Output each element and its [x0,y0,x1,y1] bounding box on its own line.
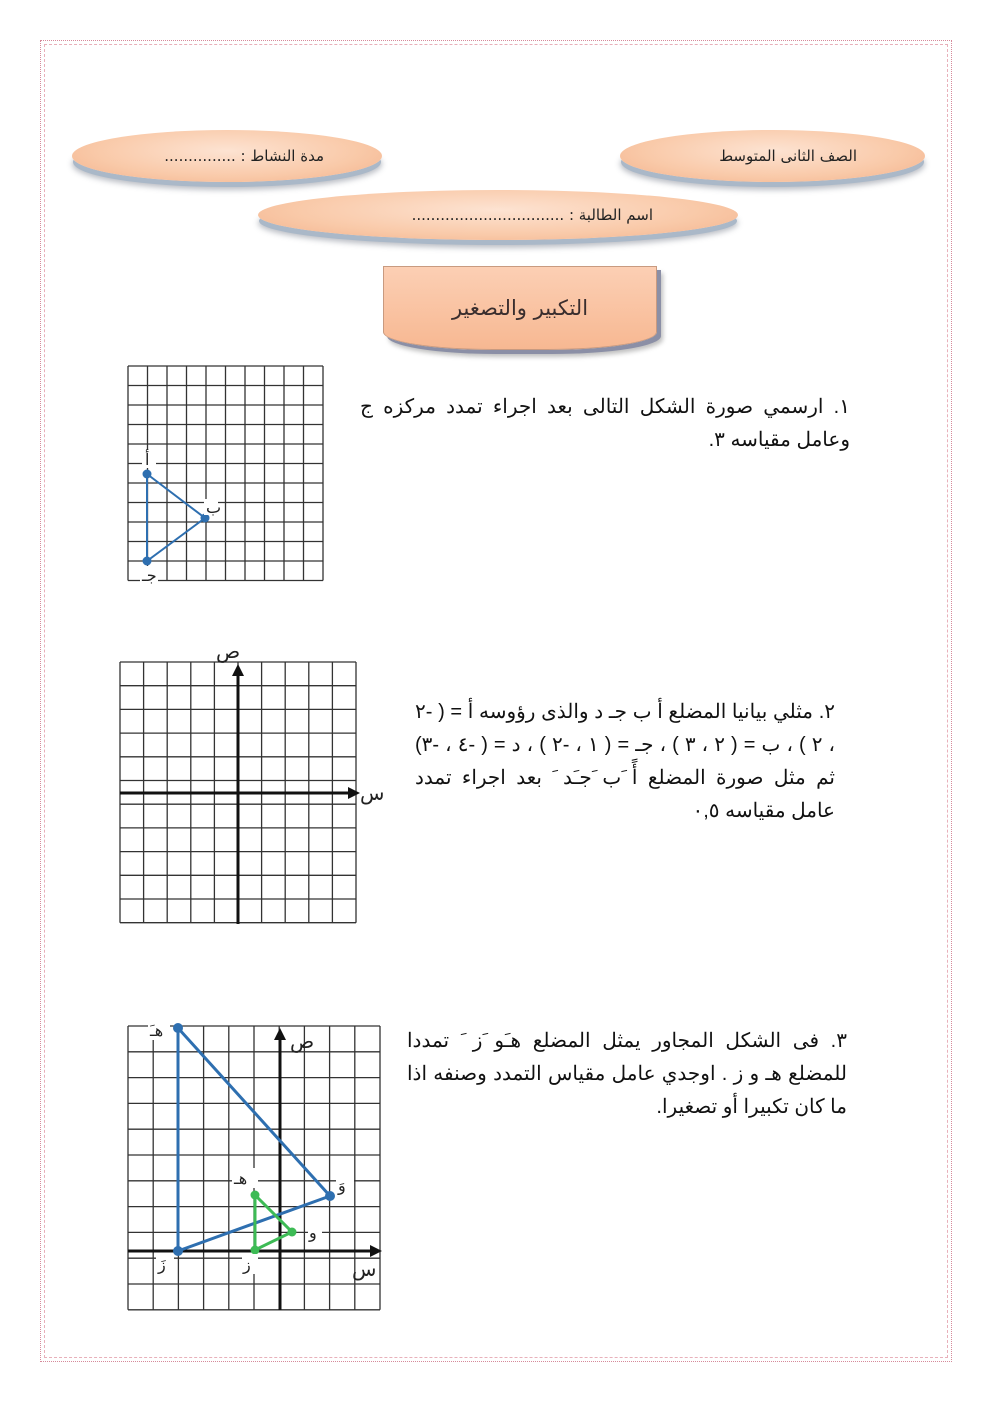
x-axis-arrow [348,787,360,799]
y-axis-arrow [232,664,244,676]
question-3-text: ٣. فى الشكل المجاور يمثل المضلع هـَو َز َ تمددا للمضلع هـ و ز . اوجدي عامل مقياس التمدد وصنفه اذا ما كان تكبيرا أو تصغيرا. [407,1030,847,1118]
label-h: هـ [234,1169,248,1188]
question-3-coordinate-grid[interactable] [124,1018,386,1314]
label-b: ب [206,498,222,517]
triangle-abc [147,474,205,561]
question-2-coordinate-grid[interactable] [110,640,392,930]
page-title: التكبير والتصغير [383,266,657,350]
y-axis-arrow [274,1028,286,1040]
y-axis-label: ص [290,1029,315,1053]
question-1-grid[interactable] [120,362,332,590]
label-z-prime: زَ [158,1255,166,1274]
student-name-field[interactable]: اسم الطالبة : ................................ [258,190,738,240]
grade-label: الصف الثانى المتوسط [620,130,925,182]
vertex-a [143,470,152,479]
y-axis-label: ص [216,640,241,663]
x-axis-label: س [360,781,385,805]
label-w: و [309,1223,317,1242]
x-axis-label: س [352,1257,377,1281]
label-c: جـ [142,566,157,585]
activity-duration-field[interactable]: مدة النشاط : ............... [72,130,382,182]
question-1-text: ١. ارسمي صورة الشكل التالى بعد اجراء تمدد مركزه ج وعامل مقياسه ٣. [360,396,850,451]
label-a: أ [145,450,150,469]
vertex-c [143,557,152,566]
label-z: ز [243,1255,251,1274]
label-h-prime: هـَ [150,1021,164,1040]
question-2-text: ٢. مثلي بيانيا المضلع أ ب جـ د والذى رؤوسه أ = ( -٢ ، ٢ ) ، ب = ( ٢ ، ٣ ) ، جـ = ( ١ ، -٢ ) ، د = ( -٤ ، -٣) ثم مثل صورة المضلع أً َب َجـَد َ بعد اجراء تمدد عامل مقياسه ٠,٥ [415,701,835,822]
label-w-prime: وَ [338,1176,346,1195]
